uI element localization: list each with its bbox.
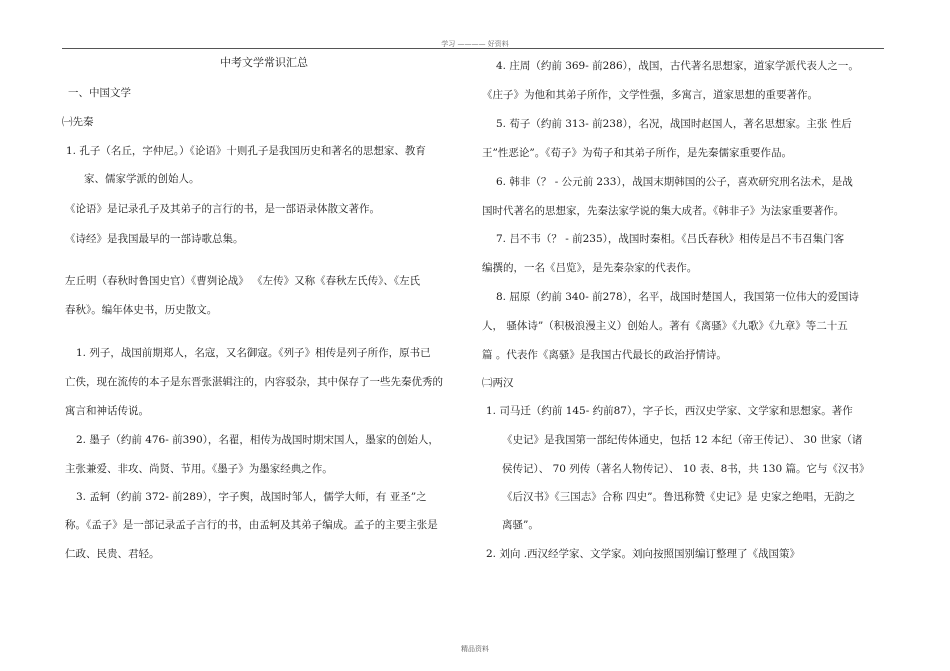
subsection-heading: ㈡两汉 [482,377,514,389]
text-line: 王”性恶论”。《荀子》为荀子和其弟子所作，是先秦儒家重要作品。 [482,147,792,159]
text-line: 编撰的，一名《吕览》，是先秦杂家的代表作。 [482,262,698,274]
text-line: 《论语》是记录孔子及其弟子的言行的书，是一部语录体散文著作。 [65,203,380,215]
section-heading: 一、中国文学 [68,87,131,99]
subsection-heading: ㈠先秦 [62,116,94,128]
text-line: 左丘明（春秋时鲁国史官）《曹刿论战》 《左传》又称《春秋左氏传》、《左氏 [65,275,421,287]
text-line: 侯传记）、 70 列传（著名人物传记）、 10 表、8书，共 130 篇。它与《汉书》 [502,463,870,475]
text-line: 称。《孟子》是一部记录孟子言行的书，由孟轲及其弟子编成。孟子的主要主张是 [65,519,438,531]
text-line: 6. 韩非（？ - 公元前 233），战国末期韩国的公子，喜欢研究刑名法术，是战 [496,176,853,188]
header-rule [62,48,884,49]
text-line: 《诗经》是我国最早的一部诗歌总集。 [65,233,244,245]
text-line: 春秋》。编年体史书，历史散文。 [65,304,218,316]
text-line: 8. 屈原（约前 340- 前278），名平，战国时楚国人，我国第一位伟大的爱国诗 [496,291,859,303]
text-line: 1. 司马迁（约前 145- 约前87），字子长，西汉史学家、文学家和思想家。著作 [486,405,853,417]
text-line: 仁政、民贵、君轻。 [65,548,160,560]
text-line: 1. 孔子（名丘，字仲尼。）《论语》十则孔子是我国历史和著名的思想家、教育 [66,145,426,157]
text-line: 《庄子》为他和其弟子所作，文学性强，多寓言，道家思想的重要著作。 [482,89,818,101]
page-footer: 精品资料 [461,645,489,653]
text-line: 2. 刘向 .西汉经学家、文学家。刘向按照国别编订整理了《战国策》 [486,548,801,560]
text-line: 《后汉书》《三国志》合称 四史”。鲁迅称赞《史记》是 史家之绝唱，无韵之 [502,491,856,503]
text-line: 7. 吕不韦（？ - 前235），战国时秦相。《吕氏春秋》相传是吕不韦召集门客 [496,233,845,245]
text-line: 2. 墨子（约前 476- 前390），名翟，相传为战国时期宋国人，墨家的创始人， [76,434,439,446]
text-line: 家、儒家学派的创始人。 [84,173,200,185]
page-header: 学习 ———— 好资料 [441,40,509,48]
text-line: 1. 列子，战国前期郑人，名寇，又名御寇。《列子》相传是列子所作，原书已 [76,347,431,359]
text-line: 寓言和神话传说。 [65,405,149,417]
text-line: 亡佚，现在流传的本子是东晋张湛辑注的，内容驳杂，其中保存了一些先秦优秀的 [65,376,443,388]
text-line: 国时代著名的思想家，先秦法家学说的集大成者。《韩非子》为法家重要著作。 [482,205,845,217]
text-line: 主张兼爱、非攻、尚贤、节用。《墨子》为墨家经典之作。 [65,463,333,475]
text-line: 4. 庄周（约前 369- 前286），战国，古代著名思想家，道家学派代表人之一。 [496,60,859,72]
page-title: 中考文学常识汇总 [220,56,308,69]
text-line: 3. 孟轲（约前 372- 前289），字子舆，战国时邹人，儒学大师，有 亚圣”之 [76,491,427,503]
text-line: 《史记》是我国第一部纪传体通史，包括 12 本纪（帝王传记）、 30 世家（诸 [502,434,863,446]
text-line: 5. 荀子（约前 313- 前238），名况，战国时赵国人，著名思想家。主张 性后 [496,118,852,130]
text-line: 人， 骚体诗”（积极浪漫主义）创始人。著有《离骚》《九歌》《九章》等二十五 [482,320,848,332]
text-line: 离骚”。 [502,519,539,531]
text-line: 篇 。代表作《离骚》是我国古代最长的政治抒情诗。 [482,349,727,361]
